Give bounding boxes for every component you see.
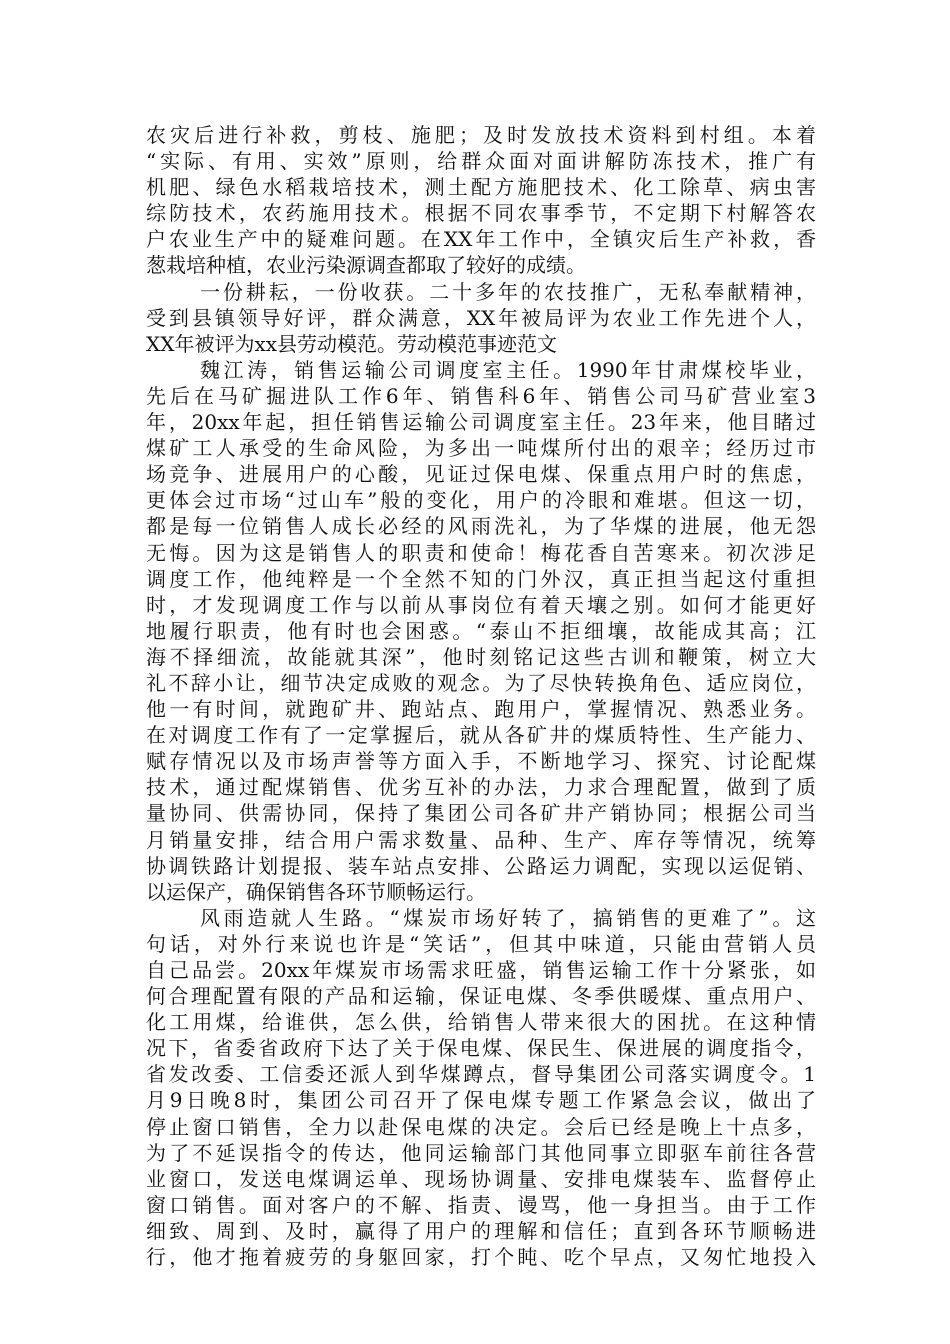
text-line: 句话，对外行来说也许是“笑话”，但其中味道，只能由营销人员 (146, 931, 816, 956)
text-line: 在对调度工作有了一定掌握后，就从各矿井的煤质特性、生产能力、 (146, 723, 816, 748)
text-line: 时，才发现调度工作与以前从事岗位有着天壤之别。如何才能更好 (146, 592, 816, 617)
text-line: “实际、有用、实效”原则，给群众面对面讲解防冻技术，推广有 (146, 149, 816, 174)
text-line: 化工用煤，给谁供，怎么供，给销售人带来很大的困扰。在这种情 (146, 1010, 816, 1035)
text-line: 停止窗口销售，全力以赴保电煤的决定。会后已经是晚上十点多， (146, 1114, 816, 1139)
text-line: 更体会过市场“过山车”般的变化，用户的冷眼和难堪。但这一切， (146, 488, 816, 513)
text-line: 量协同、供需协同，保持了集团公司各矿井产销协同；根据公司当 (146, 801, 816, 826)
text-line: 魏江涛，销售运输公司调度室主任。1990年甘肃煤校毕业， (200, 357, 816, 382)
text-line: 行，他才拖着疲劳的身躯回家，打个盹、吃个早点，又匆忙地投入 (146, 1245, 816, 1270)
text-line: 自己品尝。20xx年煤炭市场需求旺盛，销售运输工作十分紧张，如 (146, 958, 816, 982)
text-line: 协调铁路计划提报、装车站点安排、公路运力调配，实现以运促销、 (146, 853, 816, 878)
text-line: 赋存情况以及市场声誉等方面入手，不断地学习、探究、讨论配煤 (146, 749, 816, 774)
text-line: 礼不辞小让，细节决定成败的观念。为了尽快转换角色、适应岗位， (146, 670, 816, 695)
text-line: 月销量安排，结合用户需求数量、品种、生产、库存等情况，统筹 (146, 827, 816, 852)
text-line: 先后在马矿掘进队工作6年、销售科6年、销售公司马矿营业室3 (146, 383, 816, 408)
text-line: 技术，通过配煤销售、优劣互补的办法，力求合理配置，做到了质 (146, 775, 816, 800)
text-line: 风雨造就人生路。“煤炭市场好转了，搞销售的更难了”。这 (200, 905, 816, 930)
text-line: 窗口销售。面对客户的不解、指责、谩骂，他一身担当。由于工作 (146, 1192, 816, 1217)
text-line: 场竞争、进展用户的心酸，见证过保电煤、保重点用户时的焦虑， (146, 462, 816, 487)
text-line: 机肥、绿色水稻栽培技术，测土配方施肥技术、化工除草、病虫害 (146, 175, 816, 200)
text-line: 一份耕耘，一份收获。二十多年的农技推广，无私奉献精神， (200, 279, 816, 304)
text-line: 海不择细流，故能就其深”，他时刻铭记这些古训和鞭策，树立大 (146, 644, 816, 669)
text-line: 年，20xx年起，担任销售运输公司调度室主任。23年来，他目睹过 (146, 410, 816, 435)
text-line: 调度工作，他纯粹是一个全然不知的门外汉，真正担当起这付重担 (146, 566, 816, 591)
text-line: 无悔。因为这是销售人的职责和使命！梅花香自苦寒来。初次涉足 (146, 540, 816, 565)
body-text (146, 122, 816, 1270)
text-line: 业窗口，发送电煤调运单、现场协调量、安排电煤装车、监督停止 (146, 1166, 816, 1191)
text-line: XX年被评为xx县劳动模范。劳动模范事迹范文 (146, 331, 558, 356)
text-line: 农灾后进行补救，剪枝、施肥；及时发放技术资料到村组。本着 (146, 123, 816, 147)
text-line: 月9日晚8时，集团公司召开了保电煤专题工作紧急会议，做出了 (146, 1088, 816, 1113)
text-line: 以运保产，确保销售各环节顺畅运行。 (146, 879, 486, 904)
text-line: 都是每一位销售人成长必经的风雨洗礼，为了华煤的进展，他无怨 (146, 514, 816, 539)
text-line: 为了不延误指令的传达，他同运输部门其他同事立即驱车前往各营 (146, 1140, 816, 1165)
text-line: 省发改委、工信委还派人到华煤蹲点，督导集团公司落实调度令。1 (146, 1062, 816, 1087)
text-line: 煤矿工人承受的生命风险，为多出一吨煤所付出的艰辛；经历过市 (146, 436, 816, 461)
text-line: 户农业生产中的疑难问题。在XX年工作中，全镇灾后生产补救，香 (146, 227, 816, 252)
text-line: 受到县镇领导好评，群众满意，XX年被局评为农业工作先进个人， (146, 305, 816, 330)
text-line: 何合理配置有限的产品和运输，保证电煤、冬季供暖煤、重点用户、 (146, 984, 816, 1009)
text-line: 细致、周到、及时，赢得了用户的理解和信任；直到各环节顺畅进 (146, 1218, 816, 1243)
text-line: 况下，省委省政府下达了关于保电煤、保民生、保进展的调度指令， (146, 1036, 816, 1061)
text-line: 地履行职责，他有时也会困惑。“泰山不拒细壤，故能成其高；江 (146, 618, 816, 643)
text-line: 葱栽培种植，农业污染源调查都取了较好的成绩。 (146, 253, 586, 278)
text-line: 综防技术，农药施用技术。根据不同农事季节，不定期下村解答农 (146, 201, 816, 226)
text-line: 他一有时间，就跑矿井、跑站点、跑用户，掌握情况、熟悉业务。 (146, 697, 816, 722)
